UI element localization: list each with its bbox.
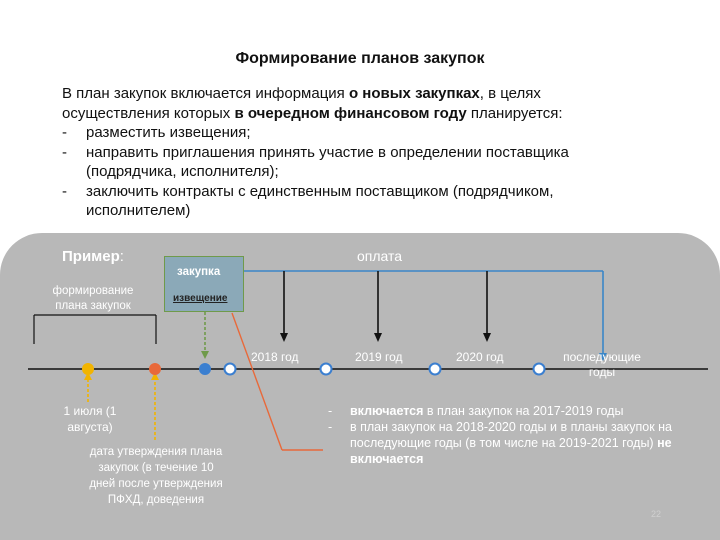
notice-arrow	[201, 312, 209, 359]
year-2020-dot	[430, 364, 441, 375]
page-number: 22	[651, 509, 662, 519]
notice-label: извещение	[173, 293, 228, 304]
callout-lines	[232, 313, 323, 450]
intro-line-1: В план закупок включается информация о новых закупках, в целях	[62, 85, 541, 102]
intro-line-2: осуществления которых в очередном финансовом году планируется:	[62, 104, 563, 122]
intro-bullet: - разместить извещения;	[62, 124, 251, 141]
formation-label: формирование плана закупок	[52, 285, 134, 312]
approval-dot	[149, 363, 161, 375]
purchase-label: закупка	[177, 266, 221, 278]
payment-label: оплата	[357, 248, 403, 264]
slide-title: Формирование планов закупок	[235, 50, 485, 67]
july-label: 1 июля (1 августа)	[63, 404, 117, 434]
payment-arrow-2020	[483, 271, 491, 342]
notes	[328, 403, 688, 467]
subsequent-years-label: последующие годы	[563, 350, 641, 379]
notice-dot	[199, 363, 211, 375]
year-label-2019: 2019 год	[355, 350, 403, 364]
payment-line	[244, 271, 607, 361]
year-start-dot	[225, 364, 236, 375]
year-2019-dot	[321, 364, 332, 375]
approval-date-label: дата утверждения плана закупок (в течение 10 дней после утверждения ПФХД, доведения	[89, 446, 223, 506]
intro-bullet: - направить приглашения принять участие в определении поставщика	[62, 143, 569, 161]
july-arrow	[84, 372, 92, 402]
intro-bullet-continuation: исполнителем)	[86, 202, 191, 219]
example-label: Пример:	[62, 248, 124, 265]
formation-bracket	[34, 315, 156, 344]
payment-arrow-2019	[374, 271, 382, 342]
year-2021-dot	[534, 364, 545, 375]
payment-arrow-2018	[280, 271, 288, 342]
year-label-2020: 2020 год	[456, 350, 504, 364]
july-dot	[82, 363, 94, 375]
intro-bullet: - заключить контракты с единственным поставщиком (подрядчиком,	[62, 182, 554, 200]
note-included: - включается в план закупок на 2017-2019 годы	[328, 404, 624, 418]
intro-bullet-continuation: (подрядчика, исполнителя);	[86, 163, 279, 180]
note-not-included: - в план закупок на 2018-2020 годы и в планы закупок на последующие годы (в том числе на 2019-2021 годы) не включается	[328, 420, 673, 466]
year-label-2018: 2018 год	[251, 350, 299, 364]
approval-arrow	[151, 372, 159, 440]
